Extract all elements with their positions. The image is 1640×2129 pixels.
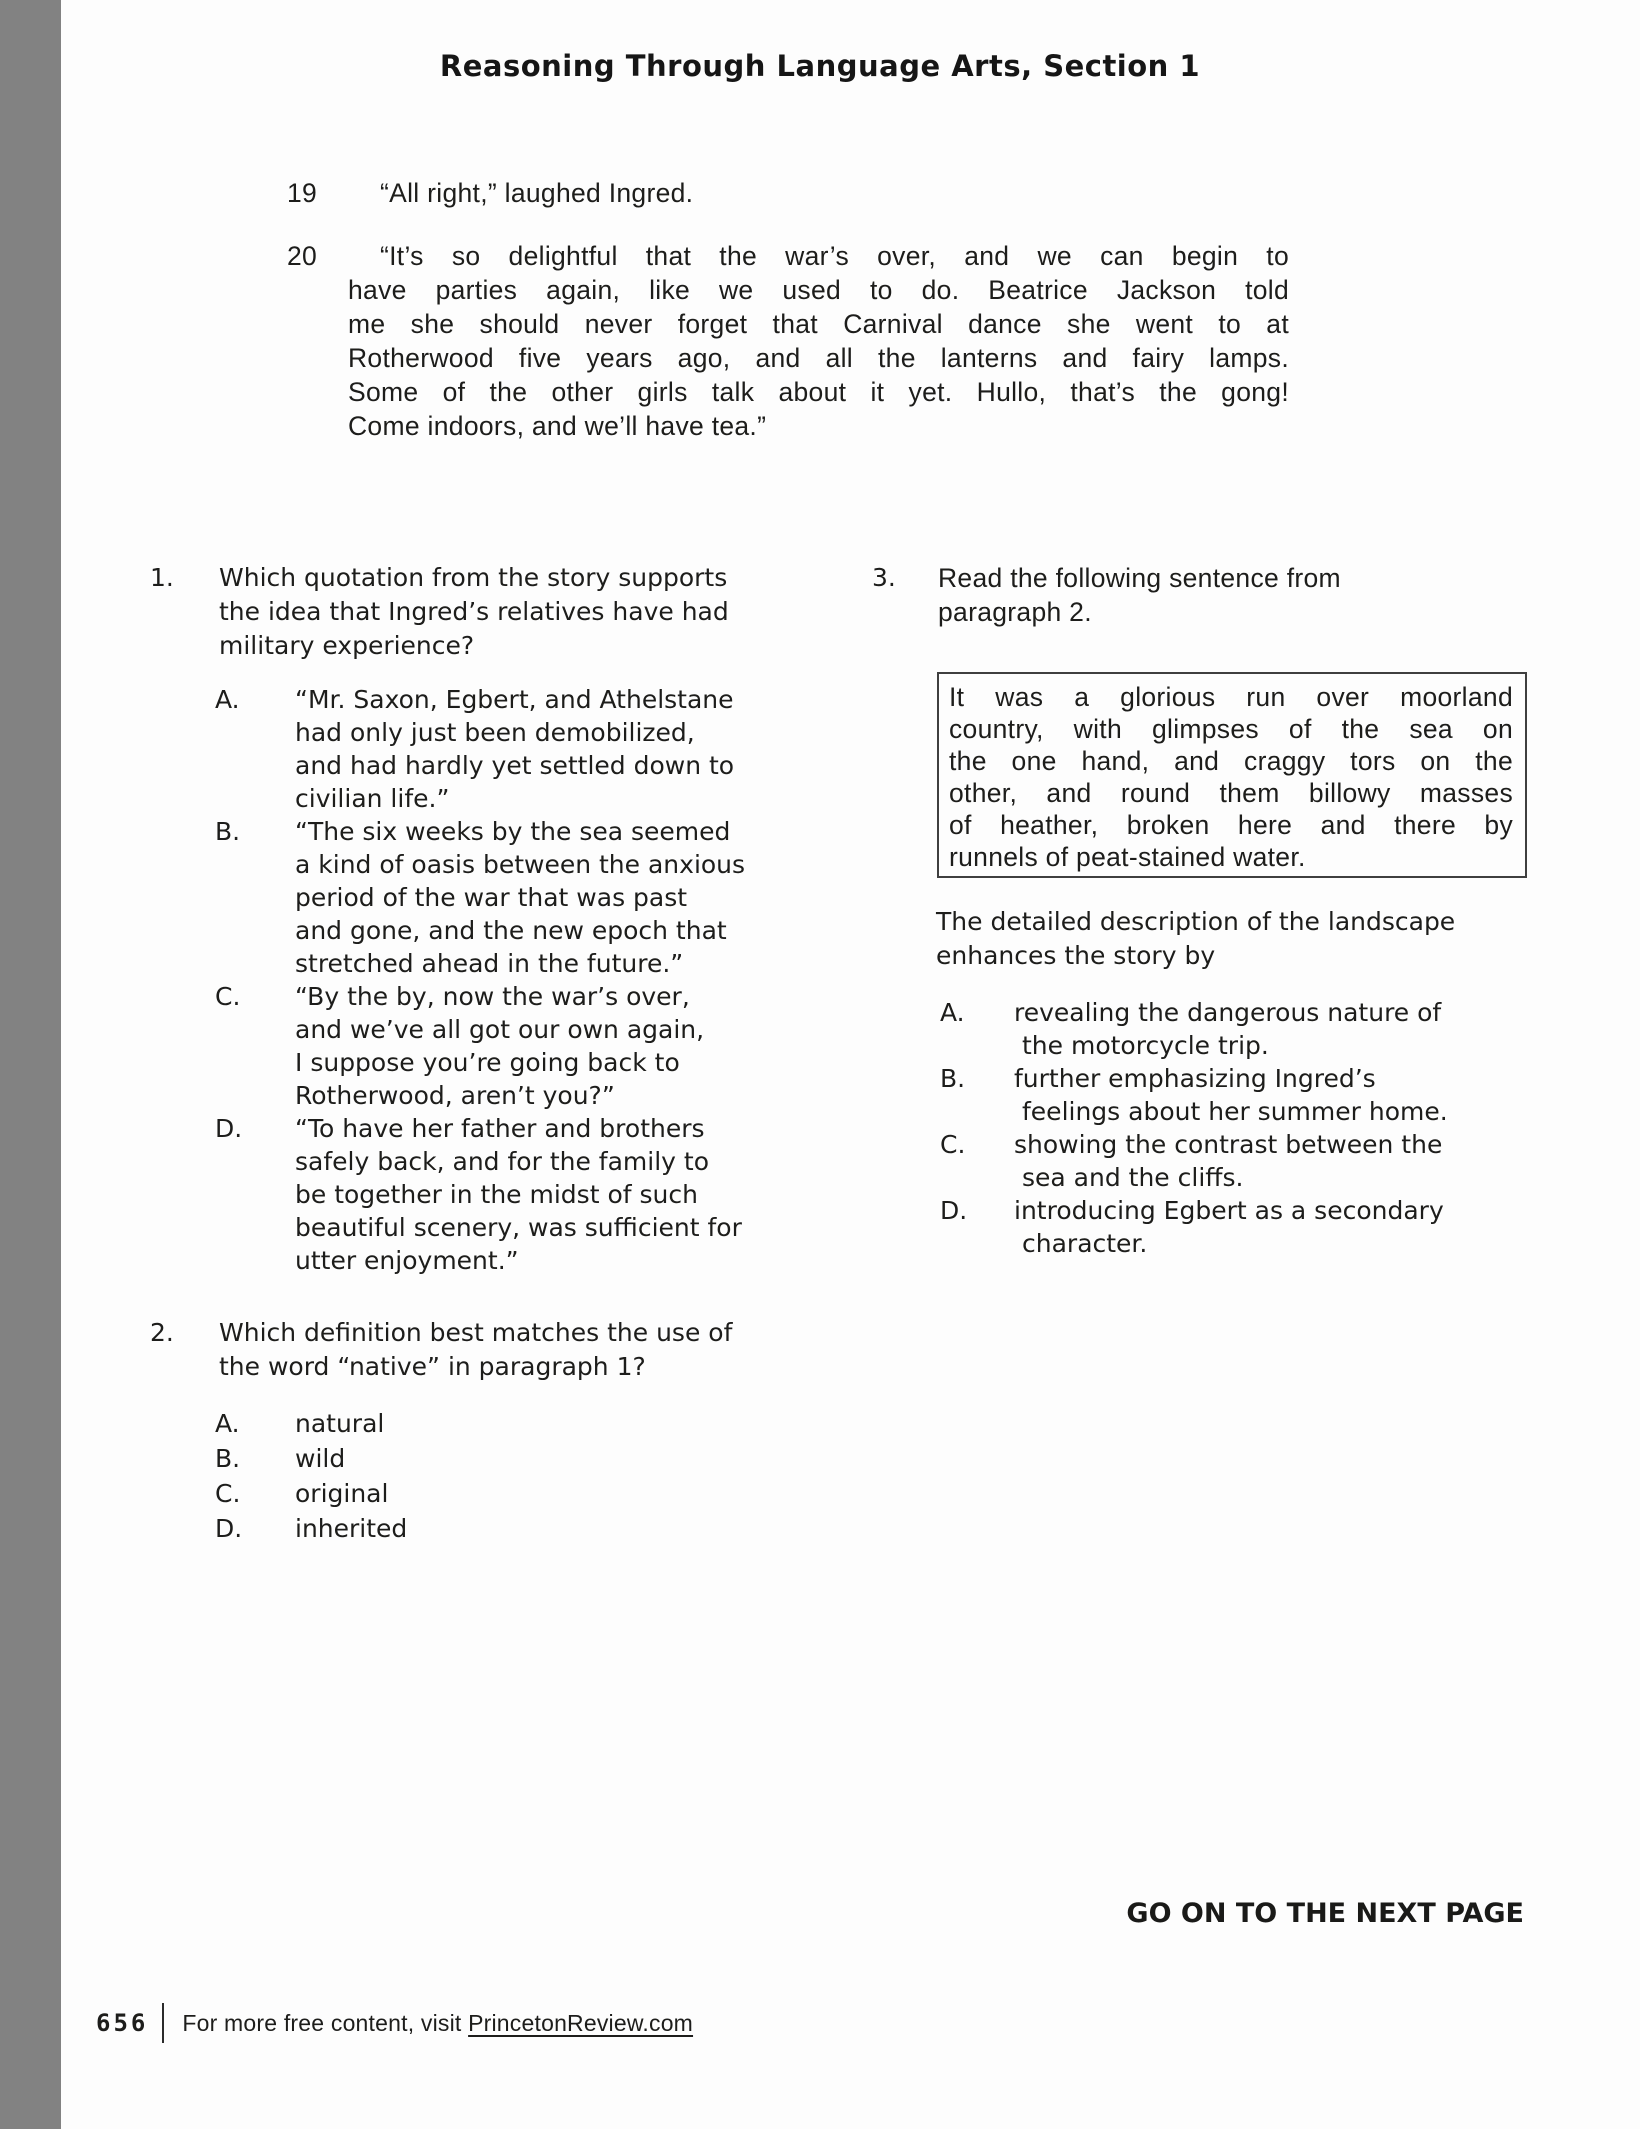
option-line: and had hardly yet settled down to (295, 751, 735, 780)
answer-option (940, 1128, 1592, 1194)
option-line: and we’ve all got our own again, (295, 1015, 705, 1044)
option-letter: D. (215, 1114, 243, 1143)
boxed-line: of heather, broken here and there by (949, 810, 1513, 840)
option-text (295, 1112, 742, 1277)
answer-option (940, 996, 1592, 1062)
option-text (1014, 996, 1441, 1062)
option-letter: C. (215, 1479, 241, 1508)
answer-option (215, 1511, 910, 1546)
question-stem (219, 561, 729, 663)
stem-line: paragraph 2. (938, 597, 1092, 627)
option-line: introducing Egbert as a secondary (1014, 1196, 1444, 1225)
option-line: natural (295, 1409, 385, 1438)
page-number: 656 (96, 2009, 149, 2037)
boxed-line: runnels of peat-stained water. (949, 842, 1306, 872)
option-line: and gone, and the new epoch that (295, 916, 727, 945)
stem-line: The detailed description of the landscape (936, 907, 1456, 936)
quoted-sentence-box (937, 672, 1527, 878)
boxed-line: It was a glorious run over moorland (949, 682, 1513, 712)
question-number: 1. (150, 563, 174, 592)
boxed-line: other, and round them billowy masses (949, 778, 1513, 808)
question-number: 2. (150, 1318, 174, 1347)
option-line: wild (295, 1444, 346, 1473)
question-number: 3. (872, 563, 896, 592)
question-1 (150, 561, 910, 1277)
option-text (295, 1441, 345, 1476)
answer-option (215, 683, 910, 815)
option-line: feelings about her summer home. (1022, 1097, 1448, 1126)
option-letter: C. (940, 1130, 966, 1159)
option-letter: B. (215, 1444, 241, 1473)
option-line: a kind of oasis between the anxious (295, 850, 746, 879)
question-stem-row (150, 561, 910, 663)
passage-line: me she should never forget that Carnival dance she went to at (348, 309, 1289, 339)
paragraph-text (348, 239, 1289, 443)
option-letter: C. (215, 982, 241, 1011)
footer-message: For more free content, visit (182, 2009, 469, 2036)
answer-options (215, 1406, 910, 1546)
paragraph-text (348, 176, 1289, 210)
option-line: inherited (295, 1514, 408, 1543)
option-letter: D. (940, 1196, 968, 1225)
question-stem (938, 561, 1341, 629)
option-line: “To have her father and brothers (295, 1114, 705, 1143)
question-stem-continued (936, 905, 1592, 973)
go-on-notice: GO ON TO THE NEXT PAGE (1126, 1898, 1524, 1929)
stem-line: Which quotation from the story supports (219, 563, 728, 592)
option-text (295, 1476, 388, 1511)
answer-option (215, 1476, 910, 1511)
option-line: be together in the midst of such (295, 1180, 698, 1209)
option-line: period of the war that was past (295, 883, 688, 912)
footer-divider (162, 2003, 164, 2043)
option-line: had only just been demobilized, (295, 718, 695, 747)
answer-option (940, 1062, 1592, 1128)
option-line: character. (1022, 1229, 1148, 1258)
boxed-line: the one hand, and craggy tors on the (949, 746, 1513, 776)
question-3 (872, 561, 1592, 1260)
option-text (1014, 1194, 1444, 1260)
option-text (1014, 1128, 1442, 1194)
option-letter: B. (940, 1064, 966, 1093)
option-line: the motorcycle trip. (1022, 1031, 1269, 1060)
passage-paragraph (287, 239, 1289, 443)
option-line: sea and the cliffs. (1022, 1163, 1244, 1192)
option-text (1014, 1062, 1448, 1128)
option-line: further emphasizing Ingred’s (1014, 1064, 1376, 1093)
passage-line: Come indoors, and we’ll have tea.” (348, 411, 767, 441)
option-line: I suppose you’re going back to (295, 1048, 680, 1077)
stem-line: the word “native” in paragraph 1? (219, 1352, 646, 1381)
option-letter: A. (940, 998, 965, 1027)
option-line: civilian life.” (295, 784, 450, 813)
option-text (295, 683, 734, 815)
footer-link[interactable]: PrincetonReview.com (468, 2009, 694, 2036)
question-2 (150, 1316, 910, 1546)
paragraph-number: 20 (287, 241, 318, 271)
footer-text (182, 2010, 693, 2037)
passage-line: Rotherwood five years ago, and all the lanterns and fairy lamps. (348, 343, 1289, 373)
option-line: stretched ahead in the future.” (295, 949, 684, 978)
option-letter: A. (215, 685, 240, 714)
option-line: utter enjoyment.” (295, 1246, 519, 1275)
answer-option (215, 1406, 910, 1441)
answer-options (940, 996, 1592, 1260)
question-stem-row (872, 561, 1592, 629)
stem-line: the idea that Ingred’s relatives have had (219, 597, 729, 626)
page-footer (96, 2000, 693, 2046)
stem-line: enhances the story by (936, 941, 1216, 970)
stem-line: Read the following sentence from (938, 563, 1341, 593)
option-text (295, 1406, 384, 1441)
answer-option (215, 1441, 910, 1476)
passage-paragraph (287, 176, 1289, 210)
option-letter: B. (215, 817, 241, 846)
left-margin-bar (0, 0, 61, 2129)
answer-option (215, 1112, 910, 1277)
option-line: beautiful scenery, was sufficient for (295, 1213, 742, 1242)
passage-line: “It’s so delightful that the war’s over, and we can begin to (380, 241, 1289, 271)
question-stem (219, 1316, 732, 1384)
answer-options (215, 683, 910, 1277)
option-letter: D. (215, 1514, 243, 1543)
option-text (295, 815, 745, 980)
stem-line: military experience? (219, 631, 475, 660)
passage-line: “All right,” laughed Ingred. (380, 178, 694, 208)
option-letter: A. (215, 1409, 240, 1438)
page-title: Reasoning Through Language Arts, Section 1 (439, 49, 1201, 83)
paragraph-number: 19 (287, 178, 318, 208)
option-line: “By the by, now the war’s over, (295, 982, 690, 1011)
question-stem-row (150, 1316, 910, 1384)
option-line: Rotherwood, aren’t you?” (295, 1081, 615, 1110)
option-line: revealing the dangerous nature of (1014, 998, 1442, 1027)
option-line: safely back, and for the family to (295, 1147, 710, 1176)
option-line: showing the contrast between the (1014, 1130, 1443, 1159)
answer-option (215, 815, 910, 980)
stem-line: Which definition best matches the use of (219, 1318, 733, 1347)
answer-option (940, 1194, 1592, 1260)
boxed-line: country, with glimpses of the sea on (949, 714, 1513, 744)
passage-line: Some of the other girls talk about it yet. Hullo, that’s the gong! (348, 377, 1289, 407)
option-line: “The six weeks by the sea seemed (295, 817, 731, 846)
option-text (295, 1511, 407, 1546)
option-text (295, 980, 704, 1112)
passage-line: have parties again, like we used to do. Beatrice Jackson told (348, 275, 1289, 305)
answer-option (215, 980, 910, 1112)
option-line: “Mr. Saxon, Egbert, and Athelstane (295, 685, 734, 714)
option-line: original (295, 1479, 389, 1508)
